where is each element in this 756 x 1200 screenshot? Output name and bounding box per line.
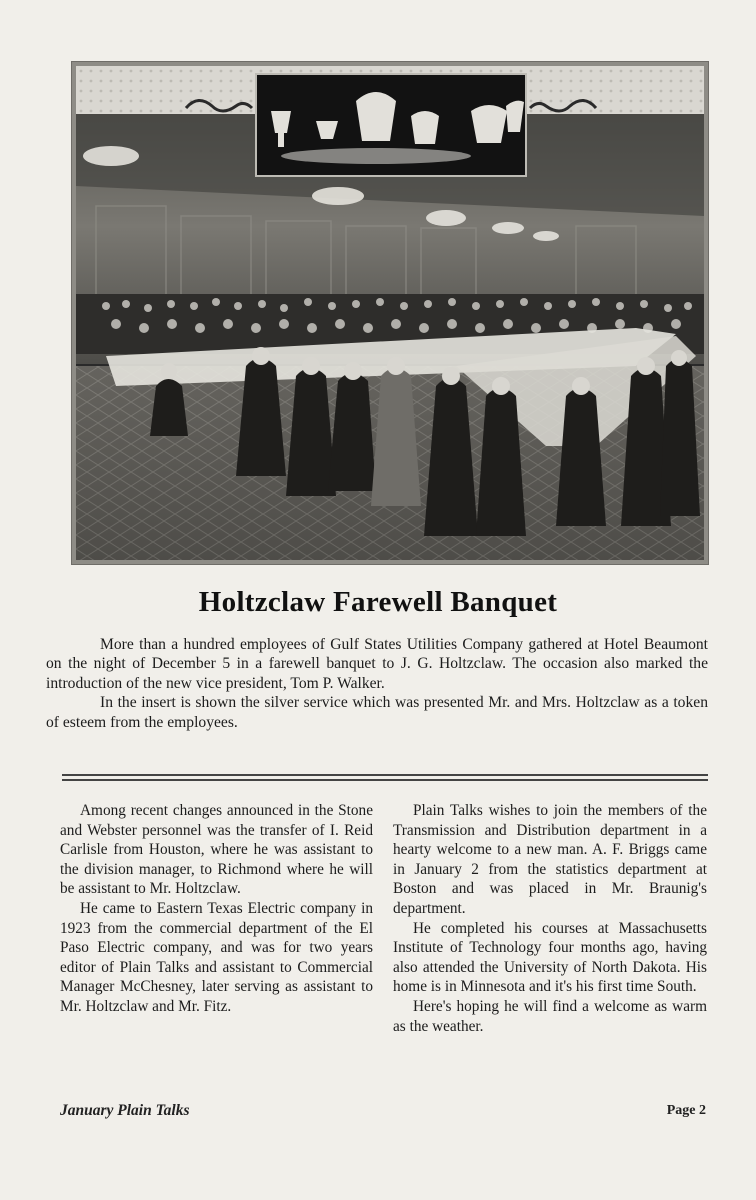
- left-column: [60, 801, 373, 1017]
- page-number: Page 2: [666, 1103, 706, 1118]
- section-divider: [62, 774, 708, 781]
- publication-name: January Plain Talks: [60, 1102, 190, 1119]
- right-column: [393, 801, 707, 1036]
- column-paragraph: Here's hoping he will find a welcome as warm as the weather.: [393, 997, 707, 1035]
- column-paragraph: Among recent changes announced in the Stone and Webster personnel was the transfer of I. Reid Carlisle from Houston, where he was assistant to the division manager, to Richmond where he will be assistant to Mr. Holtzclaw.: [60, 802, 373, 898]
- banquet-photo: [72, 62, 708, 564]
- article-title: Holtzclaw Farewell Banquet: [198, 586, 558, 618]
- article-intro: [46, 635, 708, 732]
- column-paragraph: He completed his courses at Massachusetts Institute of Technology four months ago, having also attended the University of North Dakota. His home is in Minnesota and it's his first time South.: [393, 919, 707, 996]
- column-paragraph: He came to Eastern Texas Electric company in 1923 from the commercial department of the El Paso Electric company, and was for two years editor of Plain Talks and assistant to Commercial Manager McChesney, later serving as assistant to Mr. Holtzclaw and Mr. Fitz.: [60, 899, 373, 1015]
- column-paragraph: Plain Talks wishes to join the members of the Transmission and Distribution department in a hearty welcome to a new man. A. F. Briggs came in January 2 from the statistics department at Boston and was placed in Mr. Braunig's department.: [393, 802, 707, 917]
- intro-paragraph: In the insert is shown the silver service which was presented Mr. and Mrs. Holtzclaw as a token of esteem from the employees.: [46, 694, 708, 731]
- intro-paragraph: More than a hundred employees of Gulf States Utilities Company gathered at Hotel Beaumont on the night of December 5 in a farewell banquet to J. G. Holtzclaw. The occasion also marked the introduction of the new vice president, Tom P. Walker.: [46, 636, 708, 692]
